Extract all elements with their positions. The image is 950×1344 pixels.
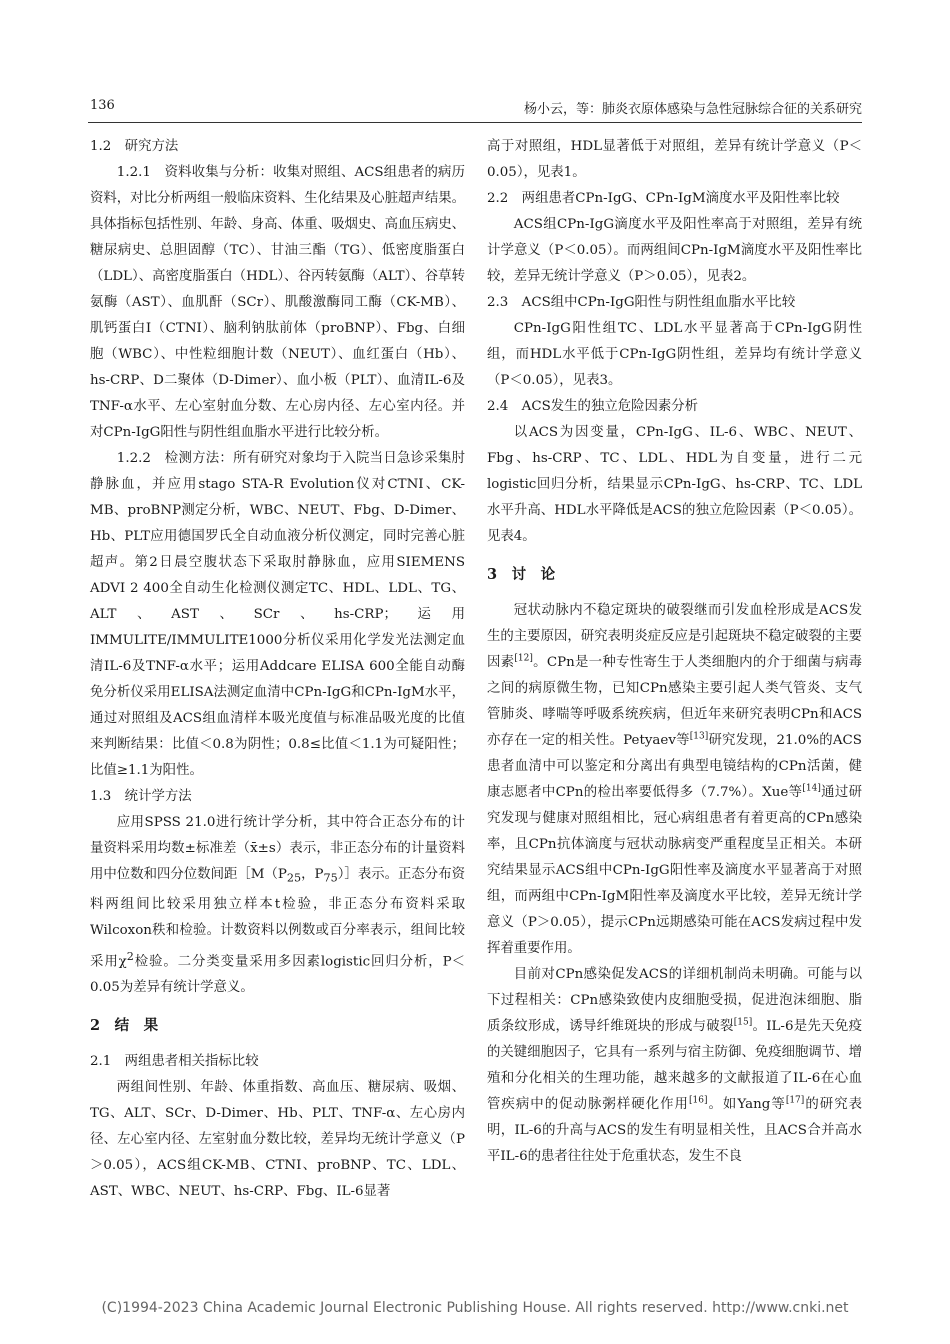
left-column	[90, 134, 465, 1205]
text-run: 的研究表明，IL-6的升高与ACS的发生有明显相关性，且ACS合并高水平IL-6的患者往往处于危重状态，发生不良	[487, 1097, 863, 1164]
text-run: 。CPn是一种专性寄生于人类细胞内的介于细菌与病毒之间的病原微生物，已知CPn感染主要引起人类气管炎、支气管肺炎、哮喘等呼吸系统疾病，但近年来研究表明CPn和ACS亦存在一定的相关性。Petyaev等	[487, 655, 863, 748]
right-column	[487, 134, 862, 1170]
text-run: 通过研究发现与健康对照组相比，冠心病组患者有着更高的CPn感染率，且CPn抗体滴度与冠状动脉病变严重程度呈正相关。本研究结果显示ACS组中CPn-IgG阳性率及滴度水平显著高于对照组，而两组中CPn-IgM阳性率及滴度水平比较，差异无统计学意义（P＞0.05），提示CPn远期感染可能在ACS发病过程中发挥着重要作用。	[487, 785, 862, 956]
citation-13: [13]	[689, 731, 709, 742]
text-run: 冠状动脉内不稳定斑块的破裂继而引发血栓形成是ACS发生的主要原因，研究表明炎症反应是引起斑块不稳定破裂的主要因素	[487, 603, 862, 670]
citation-14: [14]	[802, 783, 821, 794]
text-run: 研究发现，21.0%的ACS患者血清中可以鉴定和分离出有典型电镜结构的CPn活菌，健康志愿者中CPn的检出率要低得多（7.7%）。Xue等	[487, 733, 862, 800]
text-run: 应用SPSS 21.0进行统计学分析，其中符合正态分布的计量资料采用均数±标准差（x̄±s）表示，非正态分布的计量资料用中位数和四分位数间距［M（P	[90, 815, 465, 882]
text-run: 目前对CPn感染促发ACS的详细机制尚未明确。可能与以下过程相关：CPn感染致使内皮细胞受损，促进泡沫细胞、脂质条纹形成，诱导纤维斑块的形成与破裂	[487, 967, 862, 1034]
text-run: 检验。二分类变量采用多因素logistic回归分析，P＜0.05为差异有统计学意义。	[90, 954, 465, 996]
section-heading-3: 3 讨 论	[487, 566, 556, 583]
section-heading-2: 2 结 果	[90, 1017, 159, 1035]
para-2-4: 以ACS为因变量，CPn-IgG、IL-6、WBC、NEUT、Fbg、hs-CRP、TC、LDL、HDL为自变量，进行二元logistic回归分析，结果显示CPn-IgG、hs-CRP、TC、LDL水平升高、HDL水平降低是ACS的独立危险因素（P＜0.05）。见表4。	[487, 425, 862, 544]
copyright-footer: (C)1994-2023 China Academic Journal Electronic Publishing House. All rights reserved. http://www.cnki.net	[101, 1300, 849, 1316]
para-3-2	[487, 962, 862, 1170]
citation-17: [17]	[785, 1095, 805, 1106]
page-number: 136	[90, 98, 115, 113]
para-2-1: 两组间性别、年龄、体重指数、高血压、糖尿病、吸烟、TG、ALT、SCr、D-Dimer、Hb、PLT、TNF-α、左心房内径、左心室内径、左室射血分数比较，差异均无统计学意义（P＞0.05），ACS组CK-MB、CTNI、proBNP、TC、LDL、AST、WBC、NEUT、hs-CRP、Fbg、IL-6显著	[90, 1080, 465, 1200]
heading-1-2: 1.2 研究方法	[90, 139, 179, 154]
heading-2-2: 2.2 两组患者CPn-IgG、CPn-IgM滴度水平及阳性率比较	[487, 191, 840, 206]
heading-2-3: 2.3 ACS组中CPn-IgG阳性与阴性组血脂水平比较	[487, 295, 796, 310]
para-1-3	[90, 810, 465, 1001]
subscript: 75	[323, 871, 338, 885]
text-run: ）］表示。正态分布资料两组间比较采用独立样本t检验，非正态分布资料采取Wilcoxon秩和检验。计数资料以例数或百分率表示，组间比较采用χ	[90, 867, 465, 970]
subscript: 25	[286, 871, 302, 885]
text-run: 。IL-6是先天免疫的关键细胞因子，它具有一系列与宿主防御、免疫细胞调节、增殖和分化相关的生理功能，越来越多的文献报道了IL-6在心血管疾病中的促动脉粥样硬化作用	[487, 1019, 863, 1112]
text-run: 。如Yang等	[707, 1097, 786, 1112]
para-2-2: ACS组CPn-IgG滴度水平及阳性率高于对照组，差异有统计学意义（P＜0.05）。而两组间CPn-IgM滴度水平及阳性率比较，差异无统计学意义（P＞0.05），见表2。	[487, 217, 862, 284]
running-title: 杨小云，等：肺炎衣原体感染与急性冠脉综合征的关系研究	[523, 102, 862, 117]
heading-1-3: 1.3 统计学方法	[90, 789, 192, 804]
citation-16: [16]	[688, 1095, 708, 1106]
para-1-2-2: 1.2.2 检测方法：所有研究对象均于入院当日急诊采集肘静脉血，并应用stago STA-R Evolution仪对CTNI、CK-MB、proBNP测定分析，WBC、NEUT、Fbg、D-Dimer、Hb、PLT应用德国罗氏全自动血液分析仪测定，同时完善心脏超声。第2日晨空腹状态下采取肘静脉血，应用SIEMENS ADVI 2 400全自动生化检测仪测定TC、HDL、LDL、TG、ALT、AST、SCr、hs-CRP；运用IMMULITE/IMMULITE1000分析仪采用化学发光法测定血清IL-6及TNF-α水平；运用Addcare ELISA 600全能自动酶免分析仪采用ELISA法测定血清中CPn-IgG和CPn-IgM水平，通过对照组及ACS组血清样本吸光度值与标准品吸光度的比值来判断结果：比值＜0.8为阴性；0.8≤比值＜1.1为可疑阳性；比值≥1.1为阳性。	[90, 451, 465, 778]
para-2-1-cont: 高于对照组，HDL显著低于对照组，差异有统计学意义（P＜0.05），见表1。	[487, 139, 862, 180]
para-2-3: CPn-IgG阳性组TC、LDL水平显著高于CPn-IgG阴性组，而HDL水平低于CPn-IgG阴性组，差异均有统计学意义（P＜0.05），见表3。	[487, 321, 862, 388]
text-run: ，P	[301, 867, 324, 882]
heading-2-1: 2.1 两组患者相关指标比较	[90, 1054, 259, 1070]
para-1-2-1: 1.2.1 资料收集与分析：收集对照组、ACS组患者的病历资料，对比分析两组一般临床资料、生化结果及心脏超声结果。具体指标包括性别、年龄、身高、体重、吸烟史、高血压病史、糖尿病史、总胆固醇（TC）、甘油三酯（TG）、低密度脂蛋白（LDL）、高密度脂蛋白（HDL）、谷丙转氨酶（ALT）、谷草转氨酶（AST）、血肌酐（SCr）、肌酸激酶同工酶（CK-MB）、肌钙蛋白I（CTNI）、脑利钠肽前体（proBNP）、Fbg、白细胞（WBC）、中性粒细胞计数（NEUT）、血红蛋白（Hb）、hs-CRP、D二聚体（D-Dimer）、血小板（PLT）、血清IL-6及TNF-α水平、左心室射血分数、左心房内径、左心室内径。并对CPn-IgG阳性与阴性组血脂水平进行比较分析。	[90, 165, 465, 440]
heading-2-4: 2.4 ACS发生的独立危险因素分析	[487, 399, 699, 414]
citation-15: [15]	[733, 1017, 753, 1028]
citation-12: [12]	[514, 653, 533, 664]
superscript: 2	[126, 949, 134, 963]
para-3-1	[487, 598, 862, 962]
header-rule	[88, 122, 862, 123]
